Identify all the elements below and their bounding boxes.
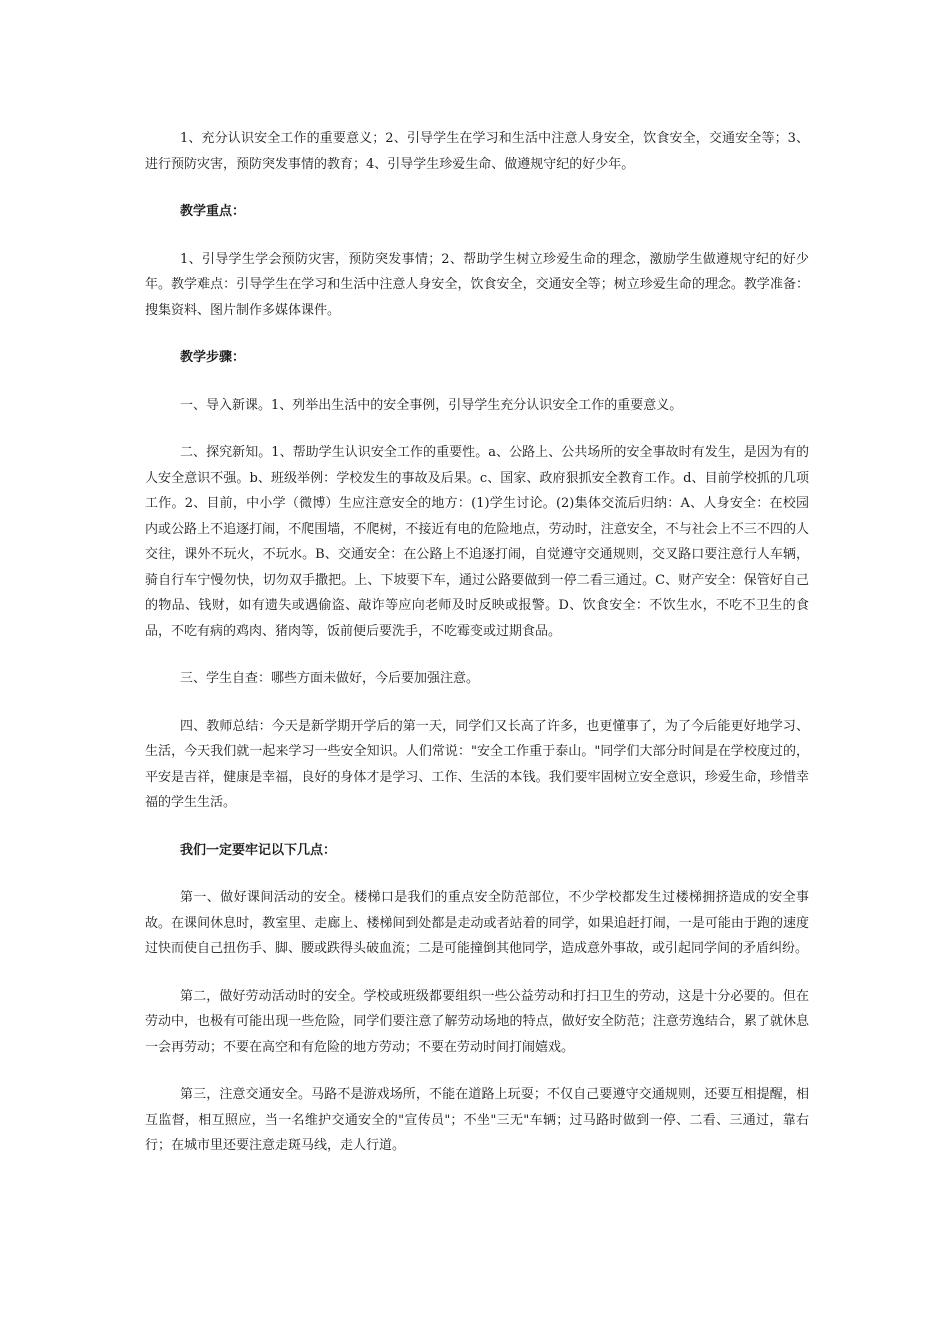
- focus-paragraph: 1、引导学生学会预防灾害，预防突发事情；2、帮助学生树立珍爱生命的理念，激励学生做遵规守纪的好少年。教学难点：引导学生在学习和生活中注意人身安全，饮食安全，交通安全等；树立珍爱生命的理念。教学准备：搜集资料、图片制作多媒体课件。: [145, 251, 809, 318]
- step-two-paragraph: 二、探究新知。1、帮助学生认识安全工作的重要性。a、公路上、公共场所的安全事故时有发生，是因为有的人安全意识不强。b、班级举例：学校发生的事故及后果。c、国家、政府狠抓安全教育工作。d、目前学校抓的几项工作。2、目前，中小学（微博）生应注意安全的地方：(1)学生讨论。(2)集体交流后归纳：A、人身安全：在校园内或公路上不追逐打闹，不爬围墙，不爬树，不接近有电的危险地点，劳动时，注意安全，不与社会上不三不四的人交往，课外不玩火，不玩水。B、交通安全：在公路上不追逐打闹，自觉遵守交通规则，交叉路口要注意行人车辆，骑自行车宁慢勿快，切勿双手撒把。上、下坡要下车，通过公路要做到一停二看三通过。C、财产安全：保管好自己的物品、钱财，如有遗失或遇偷盗、敲诈等应向老师及时反映或报警。D、饮食安全：不饮生水，不吃不卫生的食品，不吃有病的鸡肉、猪肉等，饭前便后要洗手，不吃霉变或过期食品。: [145, 445, 809, 639]
- point-one-paragraph: 第一、做好课间活动的安全。楼梯口是我们的重点安全防范部位，不少学校都发生过楼梯拥挤造成的安全事故。在课间休息时，教室里、走廊上、楼梯间到处都是走动或者站着的同学，如果追赶打闹，一是可能由于跑的速度过快而使自己扭伤手、脚、腰或跌得头破血流；二是可能撞倒其他同学，造成意外事故，或引起同学间的矛盾纠纷。: [145, 890, 809, 956]
- document-page: [145, 126, 809, 1181]
- step-three-paragraph: 三、学生自查：哪些方面未做好，今后要加强注意。: [180, 671, 480, 686]
- point-three-paragraph: 第三，注意交通安全。马路不是游戏场所，不能在道路上玩耍；不仅自己要遵守交通规则，还要互相提醒，相互监督，相互照应，当一名维护交通安全的"宣传员"；不坐"三无"车辆；过马路时做到一停、二看、三通过，靠右行；在城市里还要注意走斑马线，走人行道。: [145, 1087, 809, 1153]
- objectives-paragraph: 1、充分认识安全工作的重要意义；2、引导学生在学习和生活中注意人身安全，饮食安全，交通安全等；3、进行预防灾害，预防突发事情的教育；4、引导学生珍爱生命、做遵规守纪的好少年。: [145, 131, 809, 172]
- heading-teaching-steps: 教学步骤：: [180, 350, 246, 365]
- step-one-paragraph: 一、导入新课。1、列举出生活中的安全事例，引导学生充分认识安全工作的重要意义。: [180, 397, 683, 413]
- step-four-paragraph: 四、教师总结：今天是新学期开学后的第一天，同学们又长高了许多，也更懂事了，为了今后能更好地学习、生活，今天我们就一起来学习一些安全知识。人们常说："安全工作重于泰山。"同学们大部分时间是在学校度过的，平安是吉祥，健康是幸福，良好的身体才是学习、工作、生活的本钱。我们要牢固树立安全意识，珍爱生命，珍惜幸福的学生生活。: [145, 718, 809, 810]
- heading-teaching-focus: 教学重点：: [180, 204, 246, 219]
- point-two-paragraph: 第二，做好劳动活动时的安全。学校或班级都要组织一些公益劳动和打扫卫生的劳动，这是十分必要的。但在劳动中，也极有可能出现一些危险，同学们要注意了解劳动场地的特点，做好安全防范；注意劳逸结合，累了就休息一会再劳动；不要在高空和有危险的地方劳动；不要在劳动时间打闹嬉戏。: [145, 988, 809, 1055]
- heading-remember-points: 我们一定要牢记以下几点：: [180, 842, 337, 858]
